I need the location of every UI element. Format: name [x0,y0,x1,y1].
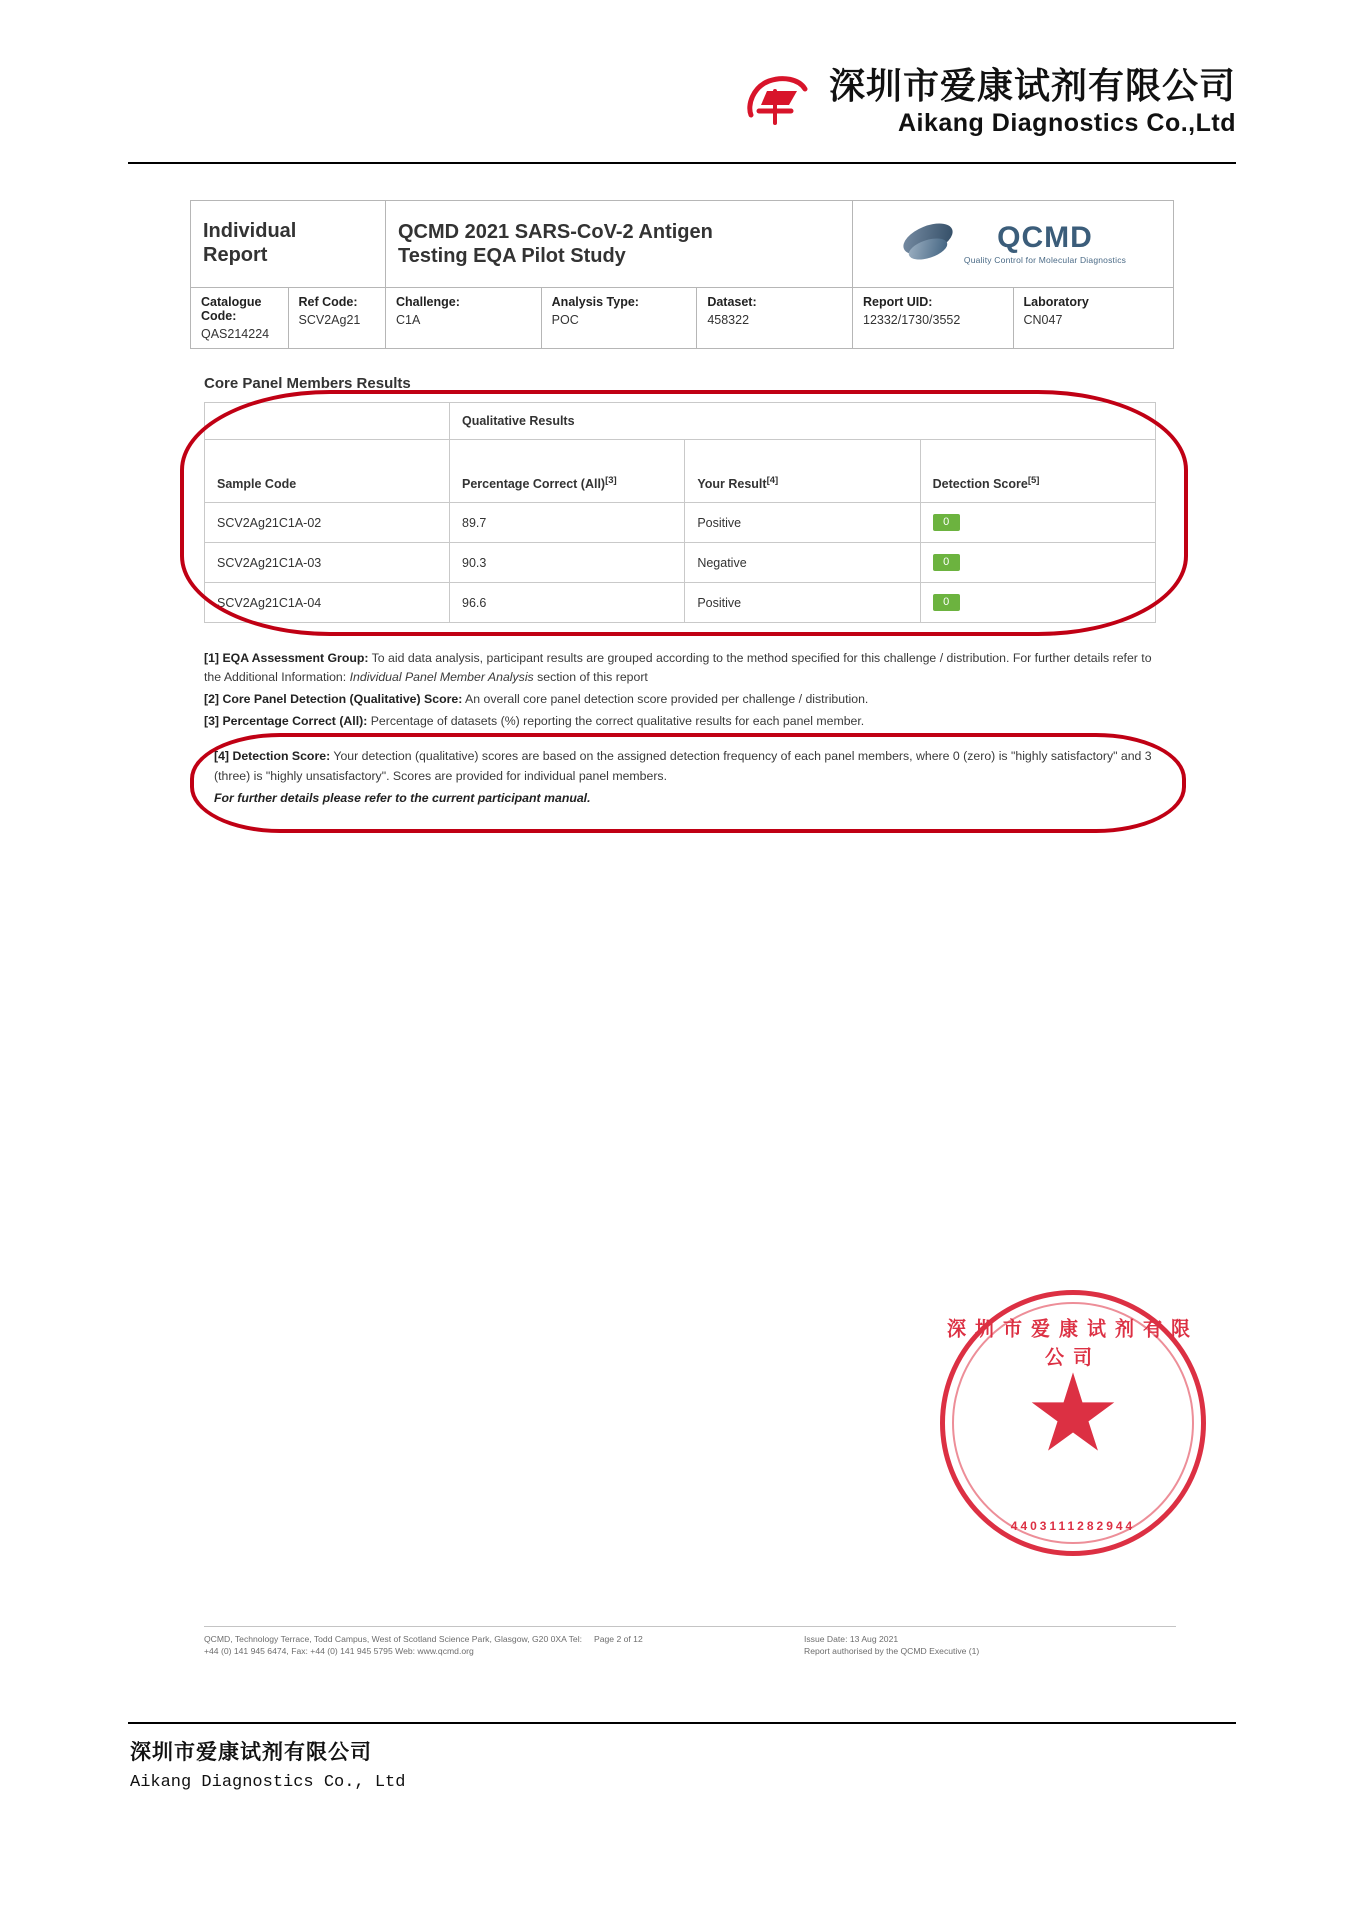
report-header-table [190,200,1174,349]
footer-address: QCMD, Technology Terrace, Todd Campus, West of Scotland Science Park, Glasgow, G20 0XA Tel: +44 (0) 141 945 6474, Fax: +44 (0) 141 945 5795 Web: www.qcmd.org [204,1634,582,1656]
footer-issue-info: Issue Date: 13 Aug 2021 Report authorised by the QCMD Executive (1) [804,1634,980,1656]
footnote-4-highlighted [204,741,1164,818]
cell-your-result: Positive [685,583,920,623]
core-panel-results-table [204,402,1156,623]
col-header-your-result: Your Result[4] [685,440,920,503]
table-row [205,503,1156,543]
meta-catalogue-code: Catalogue Code: QAS214224 [191,288,289,349]
cell-sample-code: SCV2Ag21C1A-04 [205,583,450,623]
status-badge: 0 [933,554,960,571]
footnote-1: [1] EQA Assessment Group: To aid data analysis, participant results are grouped according to the method specified for this challenge / distribution. For further details refer to the Additional Information: Individual Panel Member Analysis section of this report [204,651,1152,685]
cell-percentage-correct: 89.7 [450,503,685,543]
footnotes-block [204,649,1164,818]
qcmd-logo [853,201,1174,288]
meta-laboratory: Laboratory CN047 [1013,288,1174,349]
qcmd-tagline: Quality Control for Molecular Diagnostics [963,255,1127,265]
company-name-cn: 深圳市爱康试剂有限公司 [828,65,1236,107]
cell-percentage-correct: 96.6 [450,583,685,623]
table-group-header-row [205,403,1156,440]
seal-company-text: 深圳市爱康试剂有限公司 [946,1318,1199,1370]
meta-ref-code: Ref Code: SCV2Ag21 [288,288,386,349]
col-header-sample-code: Sample Code [205,440,450,503]
letterhead-header [128,54,1236,164]
footnote-3: [3] Percentage Correct (All): Percentage of datasets (%) reporting the correct qualitative results for each panel member. [204,714,865,729]
cell-sample-code: SCV2Ag21C1A-03 [205,543,450,583]
group-header-qualitative: Qualitative Results [450,403,1156,440]
table-row [205,543,1156,583]
meta-report-uid: Report UID: 12332/1730/3552 [853,288,1014,349]
footer-company-en: Aikang Diagnostics Co., Ltd [130,1773,406,1792]
cell-percentage-correct: 90.3 [450,543,685,583]
footnote-4: [4] Detection Score: Your detection (qualitative) scores are based on the assigned detection frequency of each panel members, where 0 (zero) is "highly satisfactory" and 3 (three) is "highly unsatisfactory". Scores are provided for individual panel members. [214,749,1152,783]
col-header-detection-score: Detection Score[5] [920,440,1155,503]
cell-sample-code: SCV2Ag21C1A-02 [205,503,450,543]
core-panel-results-block [204,402,1156,623]
cell-detection-score [920,543,1155,583]
header-divider [128,162,1236,164]
cell-your-result: Negative [685,543,920,583]
company-seal-stamp [940,1290,1206,1556]
meta-dataset: Dataset: 458322 [697,288,853,349]
cell-your-result: Positive [685,503,920,543]
report-study-title: QCMD 2021 SARS-CoV-2 Antigen Testing EQA Pilot Study [386,201,853,288]
footer-page-number: Page 2 of 12 [594,1634,643,1644]
qcmd-swirl-icon [900,222,956,266]
table-column-header-row [205,440,1156,503]
section-title-core-panel: Core Panel Members Results [204,375,411,392]
qcmd-report [190,200,1174,819]
company-name-en: Aikang Diagnostics Co.,Ltd [897,108,1236,137]
cell-detection-score [920,583,1155,623]
footnote-4-italic-line: For further details please refer to the current participant manual. [214,790,591,805]
report-footer [204,1626,1176,1657]
table-row [205,583,1156,623]
footer-divider [128,1722,1236,1724]
col-header-percentage-correct: Percentage Correct (All)[3] [450,440,685,503]
footer-company-cn: 深圳市爱康试剂有限公司 [130,1741,372,1764]
aikang-logo-icon [745,71,811,133]
cell-detection-score [920,503,1155,543]
report-type-title: Individual Report [191,201,386,288]
seal-code-text: 4403111282944 [1010,1519,1136,1533]
meta-challenge: Challenge: C1A [386,288,542,349]
qcmd-wordmark: QCMD [997,221,1093,254]
status-badge: 0 [933,514,960,531]
meta-analysis-type: Analysis Type: POC [541,288,697,349]
status-badge: 0 [933,594,960,611]
footnote-2: [2] Core Panel Detection (Qualitative) Score: An overall core panel detection score provided per challenge / distribution. [204,692,869,707]
letterhead-footer [130,1736,405,1792]
